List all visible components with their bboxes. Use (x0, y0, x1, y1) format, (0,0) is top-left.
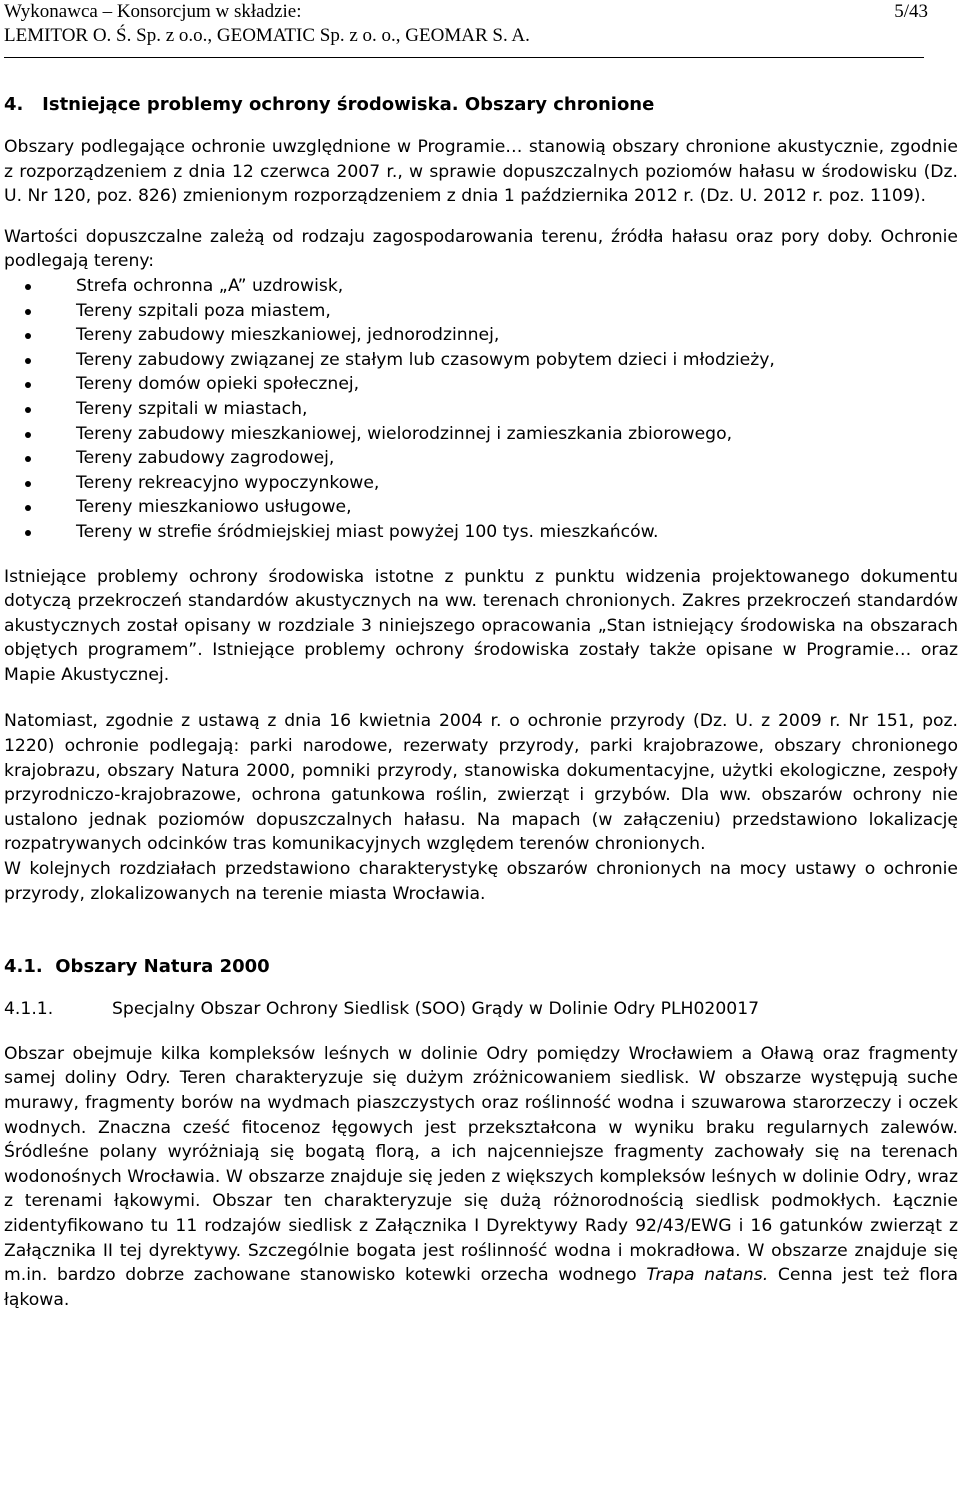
header-rule (4, 57, 924, 58)
paragraph: Natomiast, zgodnie z ustawą z dnia 16 kwietnia 2004 r. o ochronie przyrody (Dz. U. z 2009 r. Nr 151, poz. 1220) ochronie podlegają: parki narodowe, rezerwaty przyrody, parki krajobrazowe, obszary chronionego krajobrazu, obszary Natura 2000, pomniki przyrody, stanowiska dokumentacyjne, użytki ekologiczne, zespoły przyrodniczo-krajobrazowe, ochrona gatunkowa roślin, zwierząt i grzybów. Dla ww. obszarów ochrony nie ustalono jednak poziomów dopuszczalnych hałasu. Na mapach (w załączeniu) przedstawiono lokalizację rozpatrywanych odcinków tras komunikacyjnych względem terenów chronionych. (4, 711, 958, 855)
paragraph-text-end: Cenna jest też flora łąkowa. (4, 1265, 958, 1310)
list-item: Tereny zabudowy mieszkaniowej, wielorodzinnej i zamieszkania zbiorowego, (4, 422, 958, 447)
header-consortium: LEMITOR O. Ś. Sp. z o.o., GEOMATIC Sp. z o. o., GEOMAR S. A. (4, 25, 530, 46)
page-header (4, 0, 958, 48)
paragraph: Wartości dopuszczalne zależą od rodzaju zagospodarowania terenu, źródła hałasu oraz pory doby. Ochronie podlegają tereny: (4, 226, 958, 272)
list-item: Tereny domów opieki społecznej, (4, 372, 958, 397)
paragraph (4, 1042, 958, 1313)
paragraph: Obszary podlegające ochronie uwzględnione w Programie… stanowią obszary chronione akustycznie, zgodnie z rozporządzeniem z dnia 12 czerwca 2007 r., w sprawie dopuszczalnych poziomów hałasu w środowisku (Dz. U. Nr 120, poz. 826) zmienionym rozporządzeniem z dnia 1 października 2012 r. (Dz. U. 2012 r. poz. 1109). (4, 137, 958, 207)
list-item: Tereny w strefie śródmiejskiej miast powyżej 100 tys. mieszkańców. (4, 520, 958, 545)
list-item: Tereny mieszkaniowo usługowe, (4, 495, 958, 520)
list-item: Strefa ochronna „A” uzdrowisk, (4, 274, 958, 299)
paragraph: W kolejnych rozdziałach przedstawiono charakterystykę obszarów chronionych na mocy ustawy o ochronie przyrody, zlokalizowanych na terenie miasta Wrocławia. (4, 859, 958, 904)
page-number: 5/43 (894, 1, 928, 22)
protected-areas-list (4, 274, 958, 545)
list-item: Tereny zabudowy mieszkaniowej, jednorodzinnej, (4, 323, 958, 348)
list-item: Tereny szpitali poza miastem, (4, 299, 958, 324)
list-item: Tereny zabudowy związanej ze stałym lub czasowym pobytem dzieci i młodzieży, (4, 348, 958, 373)
subsubsection-heading (4, 997, 958, 1022)
document-page (4, 0, 958, 1310)
list-item: Tereny zabudowy zagrodowej, (4, 446, 958, 471)
header-contractor: Wykonawca – Konsorcjum w składzie: (4, 1, 302, 22)
species-name: Trapa natans. (646, 1265, 769, 1286)
paragraph: Istniejące problemy ochrony środowiska istotne z punktu z punktu widzenia projektowanego dokumentu dotyczą przekroczeń standardów akustycznych na ww. terenach chronionych. Zakres przekroczeń standardów akustycznych został opisany w rozdziale 3 niniejszego opracowania „Stan istniejący środowiska na obszarach objętych programem”. Istniejące problemy ochrony środowiska zostały także opisane w Programie… oraz Mapie Akustycznej. (4, 566, 958, 685)
list-item: Tereny szpitali w miastach, (4, 397, 958, 422)
subsubsection-title: Specjalny Obszar Ochrony Siedlisk (SOO) Grądy w Dolinie Odry PLH020017 (112, 999, 760, 1020)
section-heading: 4. Istniejące problemy ochrony środowiska. Obszary chronione (4, 94, 655, 115)
subsection-heading: 4.1. Obszary Natura 2000 (4, 956, 270, 978)
subsubsection-number: 4.1.1. (4, 999, 54, 1020)
list-item: Tereny rekreacyjno wypoczynkowe, (4, 471, 958, 496)
paragraph-text: Obszar obejmuje kilka kompleksów leśnych w dolinie Odry pomiędzy Wrocławiem a Oławą oraz fragmenty samej doliny Odry. Teren charakteryzuje się dużym zróżnicowaniem siedlisk. W obszarze występują suche murawy, fragmenty borów na wydmach piaszczystych oraz roślinność wodna i szuwarowa starorzeczy i oczek wodnych. Znaczna cześć fitocenoz łęgowych jest przekształcona w wyniku braku regularnych zalewów. Śródleśne polany wyróżniają się bogatą florą, a ich najcenniejsze fragmenty zachowały się na terenach wodonośnych Wrocławia. W obszarze znajduje się jeden z większych kompleksów leśnych w dolinie Odry, wraz z terenami łąkowymi. Obszar ten charakteryzuje się dużą różnorodnością siedlisk podmokłych. Łącznie zidentyfikowano tu 11 rodzajów siedlisk z Załącznika I Dyrektywy Rady 92/43/EWG i 16 gatunków zwierząt z Załącznika II tej dyrektywy. Szczególnie bogata jest roślinność wodna i mokradłowa. W obszarze znajduje się m.in. bardzo dobrze zachowane stanowisko kotewki orzecha wodnego (4, 1043, 958, 1286)
